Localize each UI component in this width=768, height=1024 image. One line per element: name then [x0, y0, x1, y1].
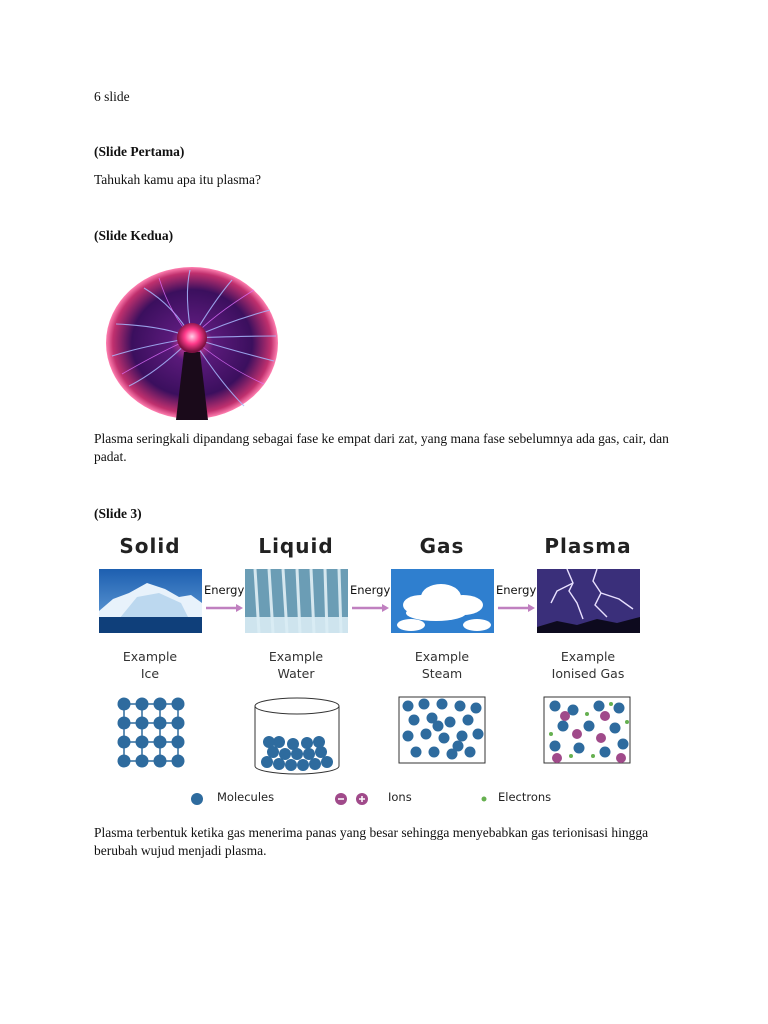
liquid-particle-model: [249, 696, 345, 780]
particle: [297, 759, 309, 771]
arrow-right-icon: [204, 603, 244, 613]
particle: [552, 753, 562, 763]
particle: [572, 729, 582, 739]
electron-icon: [480, 795, 488, 803]
particle: [136, 755, 149, 768]
state-title-gas: Gas: [419, 534, 465, 558]
particle: [433, 721, 444, 732]
slide3-heading: (Slide 3): [94, 506, 142, 521]
particle: [118, 736, 131, 749]
particle: [429, 747, 440, 758]
particle: [421, 729, 432, 740]
legend-electrons: Electrons: [498, 790, 552, 804]
particle: [473, 729, 484, 740]
particle: [154, 736, 167, 749]
example-plasma: [532, 648, 644, 682]
particle: [136, 717, 149, 730]
particle: [172, 698, 185, 711]
ice-photo: [99, 569, 202, 633]
states-of-matter-diagram: [94, 530, 654, 815]
state-title-solid: Solid: [119, 534, 181, 558]
particle: [411, 747, 422, 758]
example-label: Example: [414, 649, 470, 664]
intro-text: 6 slide: [94, 89, 130, 104]
particle: [136, 698, 149, 711]
example-label: Example: [268, 649, 324, 664]
particle: [118, 717, 131, 730]
particle: [118, 755, 131, 768]
state-title-liquid: Liquid: [258, 534, 334, 558]
ion-icons: [334, 792, 370, 806]
arrow-right-icon: [350, 603, 390, 613]
slide3-text: Plasma terbentuk ketika gas menerima panas yang besar sehingga menyebabkan gas terionisasi hingga berubah wujud menjadi plasma.: [94, 825, 649, 858]
slide1-text: Tahukah kamu apa itu plasma?: [94, 172, 261, 187]
example-gas: [386, 648, 498, 682]
particle: [261, 756, 273, 768]
particle: [279, 748, 291, 760]
example-solid: [94, 648, 206, 682]
particle: [172, 736, 185, 749]
example-liquid: [240, 648, 352, 682]
particle: [549, 732, 553, 736]
particle: [585, 712, 589, 716]
particle: [600, 747, 611, 758]
particle: [303, 748, 315, 760]
particle: [403, 731, 414, 742]
particle: [437, 699, 448, 710]
particle: [309, 758, 321, 770]
example-value: Ice: [140, 666, 160, 681]
example-label: Example: [122, 649, 178, 664]
lightning-photo: [537, 569, 640, 633]
particle: [172, 755, 185, 768]
water-photo: [245, 569, 348, 633]
particle: [419, 699, 430, 710]
energy-label-2: Energy: [350, 583, 391, 597]
particle: [301, 737, 313, 749]
particle: [313, 736, 325, 748]
particle: [285, 759, 297, 771]
particle: [618, 739, 629, 750]
particle: [154, 698, 167, 711]
example-value: Ionised Gas: [551, 666, 625, 681]
particle: [315, 746, 327, 758]
particle: [263, 736, 275, 748]
particle: [471, 703, 482, 714]
molecule-icon: [190, 792, 204, 806]
particle: [625, 720, 629, 724]
particle: [609, 702, 613, 706]
particle: [154, 755, 167, 768]
particle: [610, 723, 621, 734]
legend-ions: Ions: [388, 790, 412, 804]
particle: [321, 756, 333, 768]
particle: [600, 711, 610, 721]
particle: [273, 758, 285, 770]
gas-particle-model: [398, 696, 486, 764]
particle: [594, 701, 605, 712]
particle: [154, 717, 167, 730]
particle: [439, 733, 450, 744]
particle: [455, 701, 466, 712]
particle: [614, 703, 625, 714]
particle: [403, 701, 414, 712]
solid-particle-model: [116, 696, 186, 770]
particle: [596, 733, 606, 743]
particle: [445, 717, 456, 728]
particle: [172, 717, 185, 730]
plasma-particle-model: [543, 696, 631, 764]
legend-molecules: Molecules: [217, 790, 275, 804]
particle: [558, 721, 569, 732]
particle: [591, 754, 595, 758]
particle: [463, 715, 474, 726]
state-title-plasma: Plasma: [544, 534, 632, 558]
example-value: Steam: [421, 666, 463, 681]
slide2-text: Plasma seringkali dipandang sebagai fase ke empat dari zat, yang mana fase sebelumnya ada gas, cair, dan padat.: [94, 431, 669, 464]
particle: [616, 753, 626, 763]
example-value: Water: [277, 666, 315, 681]
steam-clouds-photo: [391, 569, 494, 633]
plasma-ball-image: [104, 266, 280, 420]
particle: [465, 747, 476, 758]
arrow-right-icon: [496, 603, 536, 613]
particle: [550, 741, 561, 752]
slide1-heading: (Slide Pertama): [94, 144, 185, 159]
particle: [457, 731, 468, 742]
particle: [569, 754, 573, 758]
particle: [453, 741, 464, 752]
particle: [409, 715, 420, 726]
energy-label-1: Energy: [204, 583, 245, 597]
particle: [118, 698, 131, 711]
particle: [550, 701, 561, 712]
particle: [287, 738, 299, 750]
energy-label-3: Energy: [496, 583, 537, 597]
particle: [584, 721, 595, 732]
slide2-heading: (Slide Kedua): [94, 228, 174, 243]
particle: [560, 711, 570, 721]
example-label: Example: [560, 649, 616, 664]
particle: [136, 736, 149, 749]
particle: [574, 743, 585, 754]
